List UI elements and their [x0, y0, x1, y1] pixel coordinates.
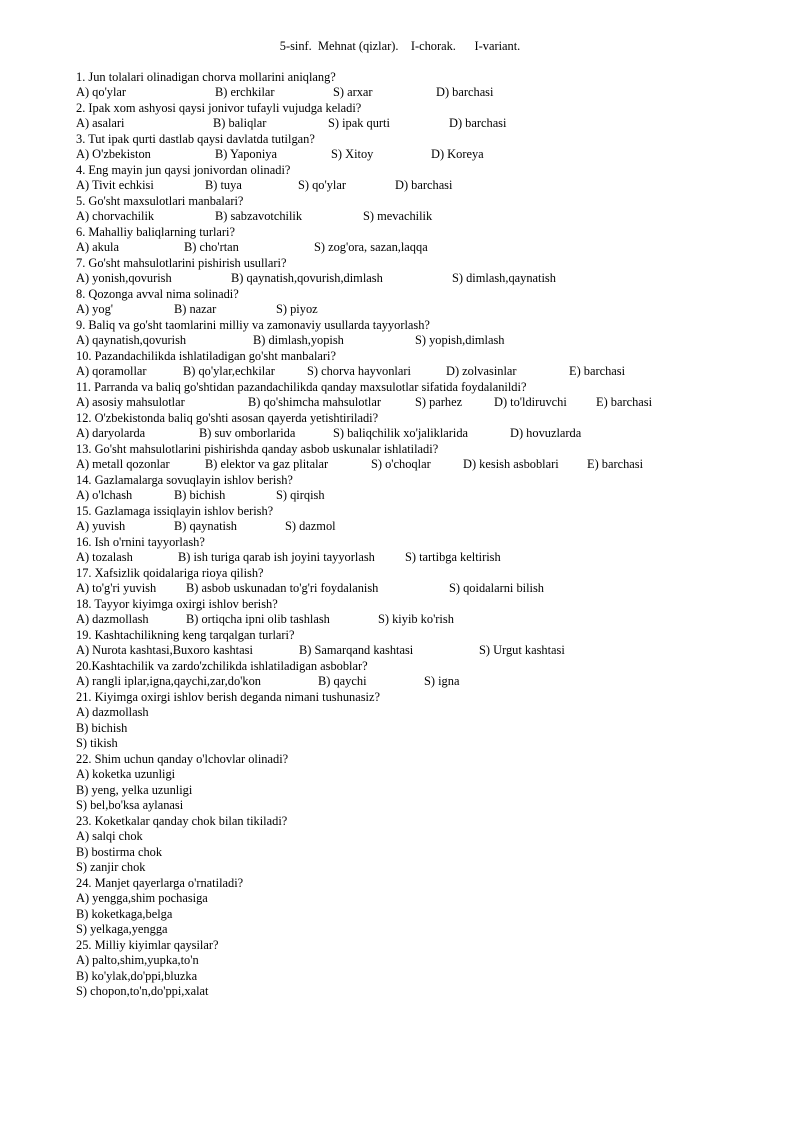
answer-5c: S) mevachilik — [363, 209, 433, 223]
answer-18c: S) kiyib ko'rish — [378, 612, 454, 626]
answer-14c: S) qirqish — [276, 488, 325, 502]
answer-18a: A) dazmollash — [76, 612, 149, 626]
answer-3a: A) O'zbekiston — [76, 147, 151, 161]
question-4: 4. Eng mayin jun qaysi jonivordan olinadi? — [76, 163, 291, 177]
answer-17a: A) to'g'ri yuvish — [76, 581, 157, 595]
answer-11c: S) parhez — [415, 395, 463, 409]
question-15: 15. Gazlamaga issiqlayin ishlov berish? — [76, 504, 274, 518]
answer-6a: A) akula — [76, 240, 120, 254]
answer-13c: S) o'choqlar — [371, 457, 431, 471]
answer-7c: S) dimlash,qaynatish — [452, 271, 556, 285]
answer-14a: A) o'lchash — [76, 488, 133, 502]
answer-22a: A) koketka uzunligi — [76, 767, 176, 781]
answer-20a: A) rangli iplar,igna,qaychi,zar,do'kon — [76, 674, 261, 688]
answer-2c: S) ipak qurti — [328, 116, 390, 130]
answer-2b: B) baliqlar — [213, 116, 267, 130]
answer-10c: S) chorva hayvonlari — [307, 364, 411, 378]
answer-6b: B) cho'rtan — [184, 240, 239, 254]
answer-24b: B) koketkaga,belga — [76, 907, 173, 921]
answer-13a: A) metall qozonlar — [76, 457, 170, 471]
page-title: 5-sinf. Mehnat (qizlar). I-chorak. I-variant. — [279, 39, 521, 53]
question-14: 14. Gazlamalarga sovuqlayin ishlov berish? — [76, 473, 293, 487]
answer-9a: A) qaynatish,qovurish — [76, 333, 187, 347]
answer-16a: A) tozalash — [76, 550, 133, 564]
answer-19b: B) Samarqand kashtasi — [299, 643, 414, 657]
answer-8b: B) nazar — [174, 302, 217, 316]
question-19: 19. Kashtachilikning keng tarqalgan turlari? — [76, 628, 295, 642]
question-20: 20.Kashtachilik va zardo'zchilikda ishlatiladigan asboblar? — [76, 659, 368, 673]
answer-23c: S) zanjir chok — [76, 860, 146, 874]
answer-22c: S) bel,bo'ksa aylanasi — [76, 798, 184, 812]
answer-15a: A) yuvish — [76, 519, 126, 533]
answer-1d: D) barchasi — [436, 85, 494, 99]
answer-5b: B) sabzavotchilik — [215, 209, 303, 223]
answer-25a: A) palto,shim,yupka,to'n — [76, 953, 199, 967]
answer-3b: B) Yaponiya — [215, 147, 277, 161]
answer-10b: B) qo'ylar,echkilar — [183, 364, 275, 378]
question-11: 11. Parranda va baliq go'shtidan pazandachilikda qanday maxsulotlar sifatida foydalanildi? — [76, 380, 527, 394]
answer-21c: S) tikish — [76, 736, 118, 750]
answer-24a: A) yengga,shim pochasiga — [76, 891, 208, 905]
question-17: 17. Xafsizlik qoidalariga rioya qilish? — [76, 566, 264, 580]
answer-4c: S) qo'ylar — [298, 178, 347, 192]
answer-14b: B) bichish — [174, 488, 226, 502]
answer-4d: D) barchasi — [395, 178, 453, 192]
answer-25b: B) ko'ylak,do'ppi,bluzka — [76, 969, 198, 983]
answer-7a: A) yonish,qovurish — [76, 271, 172, 285]
answer-2a: A) asalari — [76, 116, 125, 130]
question-1: 1. Jun tolalari olinadigan chorva mollarini aniqlang? — [76, 70, 336, 84]
answer-10e: E) barchasi — [569, 364, 626, 378]
question-13: 13. Go'sht mahsulotlarini pishirishda qanday asbob uskunalar ishlatiladi? — [76, 442, 439, 456]
answer-1a: A) qo'ylar — [76, 85, 127, 99]
answer-23a: A) salqi chok — [76, 829, 143, 843]
answer-4a: A) Tivit echkisi — [76, 178, 154, 192]
answer-19a: A) Nurota kashtasi,Buxoro kashtasi — [76, 643, 253, 657]
answer-3d: D) Koreya — [431, 147, 484, 161]
answer-19c: S) Urgut kashtasi — [479, 643, 565, 657]
answer-13d: D) kesish asboblari — [463, 457, 559, 471]
answer-11b: B) qo'shimcha mahsulotlar — [248, 395, 381, 409]
question-6: 6. Mahalliy baliqlarning turlari? — [76, 225, 235, 239]
answer-12b: B) suv omborlarida — [199, 426, 296, 440]
question-5: 5. Go'sht maxsulotlari manbalari? — [76, 194, 244, 208]
question-10: 10. Pazandachilikda ishlatiladigan go'sht manbalari? — [76, 349, 336, 363]
question-16: 16. Ish o'rnini tayyorlash? — [76, 535, 205, 549]
answer-5a: A) chorvachilik — [76, 209, 155, 223]
answer-6c: S) zog'ora, sazan,laqqa — [314, 240, 428, 254]
answer-17c: S) qoidalarni bilish — [449, 581, 544, 595]
answer-22b: B) yeng, yelka uzunligi — [76, 783, 193, 797]
question-9: 9. Baliq va go'sht taomlarini milliy va zamonaviy usullarda tayyorlash? — [76, 318, 430, 332]
answer-1b: B) erchkilar — [215, 85, 275, 99]
question-21: 21. Kiyimga oxirgi ishlov berish deganda nimani tushunasiz? — [76, 690, 380, 704]
answer-16c: S) tartibga keltirish — [405, 550, 501, 564]
answer-25c: S) chopon,to'n,do'ppi,xalat — [76, 984, 209, 998]
answer-18b: B) ortiqcha ipni olib tashlash — [186, 612, 330, 626]
answer-11d: D) to'ldiruvchi — [494, 395, 567, 409]
answer-9b: B) dimlash,yopish — [253, 333, 344, 347]
answer-21a: A) dazmollash — [76, 705, 149, 719]
question-23: 23. Koketkalar qanday chok bilan tikiladi? — [76, 814, 288, 828]
answer-24c: S) yelkaga,yengga — [76, 922, 168, 936]
answer-16b: B) ish turiga qarab ish joyini tayyorlash — [178, 550, 375, 564]
answer-10a: A) qoramollar — [76, 364, 147, 378]
answer-8a: A) yog' — [76, 302, 113, 316]
answer-11a: A) asosiy mahsulotlar — [76, 395, 185, 409]
answer-7b: B) qaynatish,qovurish,dimlash — [231, 271, 383, 285]
question-8: 8. Qozonga avval nima solinadi? — [76, 287, 239, 301]
answer-9c: S) yopish,dimlash — [415, 333, 505, 347]
answer-20c: S) igna — [424, 674, 460, 688]
question-24: 24. Manjet qayerlarga o'rnatiladi? — [76, 876, 244, 890]
answer-4b: B) tuya — [205, 178, 242, 192]
answer-17b: B) asbob uskunadan to'g'ri foydalanish — [186, 581, 379, 595]
answer-2d: D) barchasi — [449, 116, 507, 130]
question-7: 7. Go'sht mahsulotlarini pishirish usullari? — [76, 256, 287, 270]
answer-11e: E) barchasi — [596, 395, 653, 409]
answer-10d: D) zolvasinlar — [446, 364, 517, 378]
answer-12c: S) baliqchilik xo'jaliklarida — [333, 426, 469, 440]
question-12: 12. O'zbekistonda baliq go'shti asosan qayerda yetishtiriladi? — [76, 411, 379, 425]
answer-1c: S) arxar — [333, 85, 373, 99]
answer-8c: S) piyoz — [276, 302, 318, 316]
question-2: 2. Ipak xom ashyosi qaysi jonivor tufayli vujudga keladi? — [76, 101, 362, 115]
answer-12d: D) hovuzlarda — [510, 426, 582, 440]
answer-13b: B) elektor va gaz plitalar — [205, 457, 329, 471]
answer-13e: E) barchasi — [587, 457, 644, 471]
answer-20b: B) qaychi — [318, 674, 367, 688]
answer-23b: B) bostirma chok — [76, 845, 163, 859]
answer-3c: S) Xitoy — [331, 147, 374, 161]
question-3: 3. Tut ipak qurti dastlab qaysi davlatda tutilgan? — [76, 132, 315, 146]
answer-12a: A) daryolarda — [76, 426, 146, 440]
question-22: 22. Shim uchun qanday o'lchovlar olinadi? — [76, 752, 289, 766]
answer-15b: B) qaynatish — [174, 519, 237, 533]
answer-15c: S) dazmol — [285, 519, 336, 533]
answer-21b: B) bichish — [76, 721, 128, 735]
question-18: 18. Tayyor kiyimga oxirgi ishlov berish? — [76, 597, 278, 611]
question-25: 25. Milliy kiyimlar qaysilar? — [76, 938, 219, 952]
